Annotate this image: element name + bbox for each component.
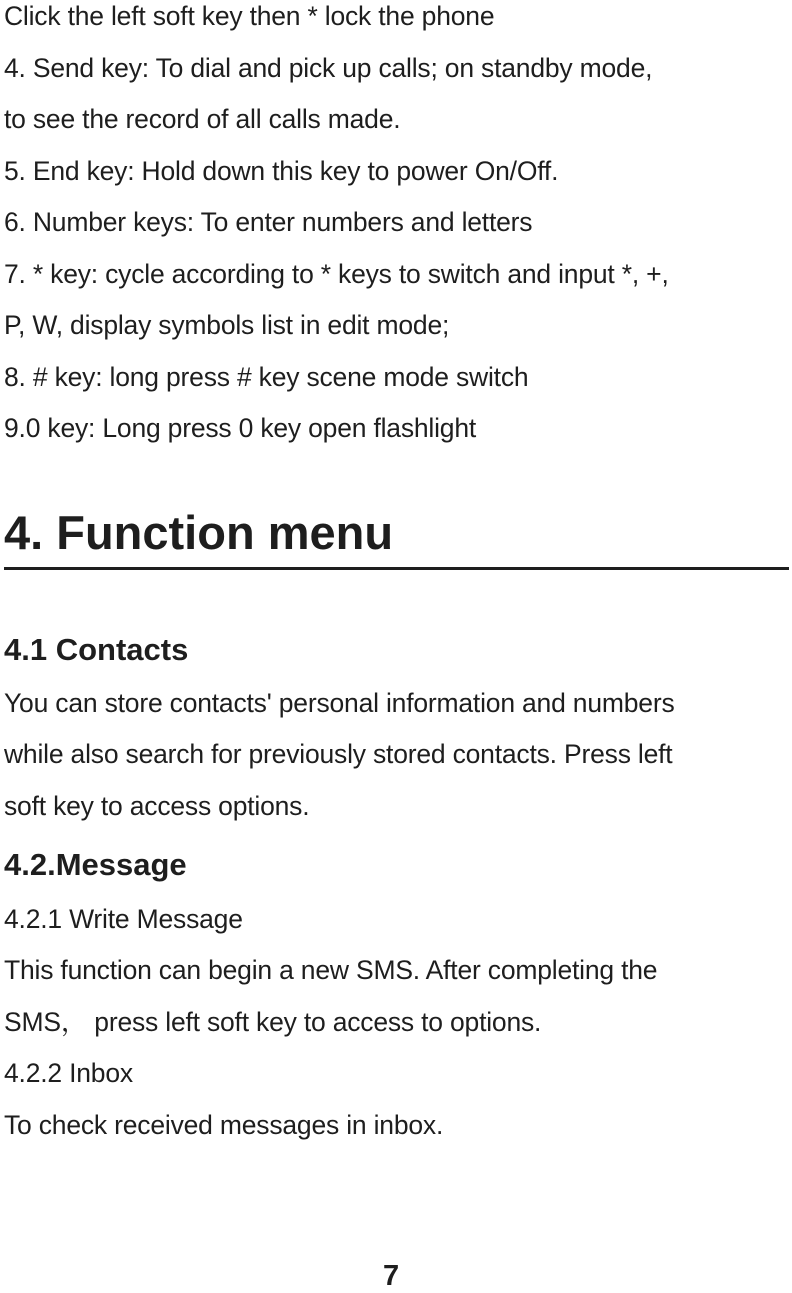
inbox-heading: 4.2.2 Inbox (4, 1058, 133, 1088)
message-heading: 4.2.Message (4, 847, 187, 882)
keys-line-lock: Click the left soft key then * lock the phone (4, 1, 495, 31)
page-number: 7 (383, 1260, 400, 1292)
keys-line-end: 5. End key: Hold down this key to power On/Off. (4, 156, 559, 186)
keys-line-zero: 9.0 key: Long press 0 key open flashlight (4, 413, 477, 443)
contacts-body-line: while also search for previously stored contacts. Press left (4, 739, 673, 769)
keys-line-hash: 8. # key: long press # key scene mode switch (4, 362, 529, 392)
contacts-body-line: soft key to access options. (4, 791, 310, 821)
write-message-body-line: SMS， press left soft key to access to options. (4, 1007, 542, 1037)
section-title: 4. Function menu (4, 506, 394, 559)
keys-line-star-cont: P, W, display symbols list in edit mode; (4, 310, 450, 340)
section-divider (4, 567, 789, 570)
keys-line-send-cont: to see the record of all calls made. (4, 104, 401, 134)
contacts-body-line: You can store contacts' personal information and numbers (4, 688, 675, 718)
write-message-heading: 4.2.1 Write Message (4, 904, 243, 934)
contacts-heading: 4.1 Contacts (4, 632, 189, 667)
inbox-body-line: To check received messages in inbox. (4, 1110, 444, 1140)
write-message-body-line: This function can begin a new SMS. After completing the (4, 955, 658, 985)
keys-line-number: 6. Number keys: To enter numbers and letters (4, 207, 533, 237)
keys-line-star: 7. * key: cycle according to * keys to switch and input *, +, (4, 259, 669, 289)
keys-line-send: 4. Send key: To dial and pick up calls; on standby mode, (4, 53, 653, 83)
